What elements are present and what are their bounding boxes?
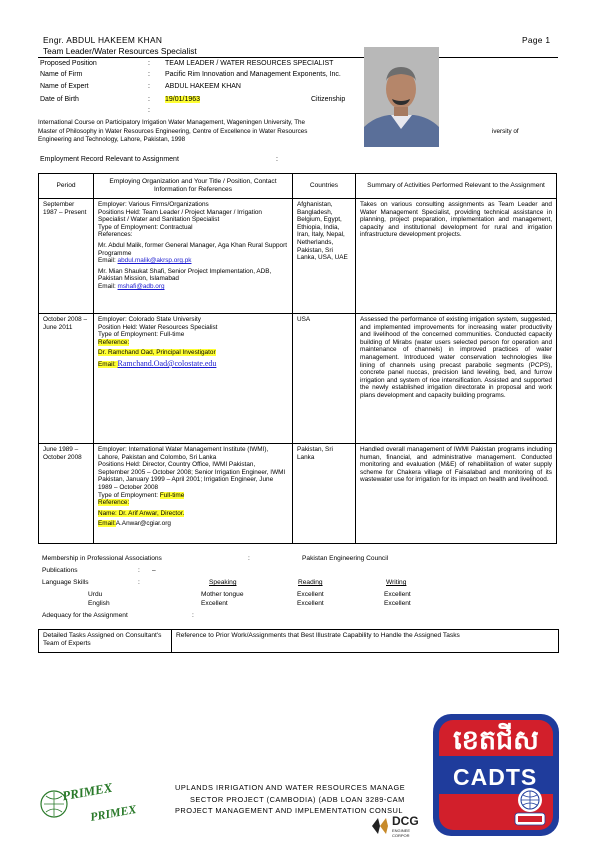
dcg-text: DCG [392, 814, 419, 828]
email-line: Email:A.Anwar@cgiar.org [98, 520, 171, 528]
employment-heading: Employment Record Relevant to Assignment [40, 156, 179, 163]
colon: : [148, 96, 150, 103]
language-name: English [88, 600, 110, 607]
speaking-value: Excellent [201, 600, 228, 607]
writing-value: Excellent [384, 591, 411, 598]
header-role: Team Leader/Water Resources Specialist [43, 46, 197, 56]
expert-label: Name of Expert [40, 83, 89, 90]
countries-cell: Afghanistan, Bangladesh, Belgium, Egypt, Ethiopia, India, Iran, Italy, Nepal, Netherlands, Pakistan, Sri Lanka, USA, UAE [293, 199, 356, 314]
speaking-value: Mother tongue [201, 591, 244, 598]
email-line: Email: abdul.malik@akrsp.org.pk [98, 257, 192, 265]
org-cell: Employer: Various Firms/Organizations Positions Held: Team Leader / Project Manager / Irrigation Specialist / Water and Sanitation Specialist Type of Employment: Contractual References: Mr. Abdul Malik, former General Manager, Aga Khan Rural Support Programme Email: abdul.malik@akrsp.org.pk Mr. Mian Shaukat Shafi, Senior Project Implementation, ADB, Pakistan Mission, Islamabad Email: mshafi@adb.org [94, 199, 293, 314]
education-line-3: Engineering and Technology, Lahore, Pakistan, 1998 [38, 136, 186, 143]
publications-label: Publications [42, 567, 78, 574]
proposed-position-value: TEAM LEADER / WATER RESOURCES SPECIALIST [165, 60, 334, 67]
email-text: A.Anwar@cgiar.org [115, 520, 171, 528]
org-cell: Employer: International Water Management Institute (IWMI), Lahore, Pakistan and Colombo, Sri Lanka Positions Held: Director, Country Office, IWMI Pakistan, September 2005 – October 2008; Senior Irrigation Engineer, IWMI Pakistan, January 1999 – April 2001; Irrigation Engineer, June 1989 – October 2008 Type of Employment: Full-time Reference: Name: Dr. Arif Anwar, Director. Email:A.Anwar@cgiar.org [94, 444, 293, 544]
education [38, 119, 558, 145]
membership-label: Membership in Professional Associations [42, 555, 162, 562]
proposed-position-label: Proposed Position [40, 60, 97, 67]
footer-line-1: UPLANDS IRRIGATION AND WATER RESOURCES MANAGE [175, 783, 406, 792]
period-cell: October 2008 – June 2011 [39, 314, 94, 444]
cadts-logo [431, 712, 561, 838]
colon: : [248, 555, 250, 562]
header-name: Engr. ABDUL HAKEEM KHAN [43, 35, 163, 45]
citizenship-label: Citizenship [311, 96, 346, 103]
publications-value: – [152, 567, 156, 574]
reading-value: Excellent [297, 600, 324, 607]
primex-text-2: PRIMEX [89, 802, 138, 824]
language-name: Urdu [88, 591, 103, 598]
cadts-text: CADTS [453, 764, 538, 790]
speaking-header: Speaking [209, 579, 237, 586]
col-org: Employing Organization and Your Title / Position, Contact Information for References [94, 174, 293, 199]
countries-cell: Pakistan, Sri Lanka [293, 444, 356, 544]
table-row [39, 314, 557, 444]
education-line-2: Master of Philosophy in Water Resources Engineering, Centre of Excellence in Water Resources iversity of [38, 127, 519, 135]
firm-row [0, 71, 595, 81]
colon: : [138, 567, 140, 574]
tasks-box [38, 629, 559, 653]
colon: : [148, 71, 150, 78]
table-header-row [39, 174, 557, 199]
tasks-right: Reference to Prior Work/Assignments that Best Illustrate Capability to Handle the Assigned Tasks [176, 632, 460, 639]
dcg-logo [370, 812, 440, 840]
summary-cell: Takes on various consulting assignments as Team Leader and Water Management Specialist, providing technical assistance in planning, project preparation, implementation and management, capacity and institutional development for rural and irrigation infrastructure development projects. [356, 199, 557, 314]
dcg-sub-2: CORPOR [392, 833, 410, 838]
primex-text-1: PRIMEX [60, 779, 114, 804]
tasks-divider [171, 630, 172, 652]
org-cell: Employer: Colorado State University Position Held: Water Resources Specialist Type of Employment: Full-time Reference: Dr. Ramchand Oad, Principal Investigator Email: Ramchand.Oad@colostate.edu [94, 314, 293, 444]
cadts-khmer-text: ខេតជីស [453, 725, 539, 755]
primex-logo [38, 776, 158, 834]
period-cell: June 1989 – October 2008 [39, 444, 94, 544]
tasks-left: Detailed Tasks Assigned on Consultant's Team of Experts [43, 632, 162, 647]
language-label: Language Skills [42, 579, 89, 586]
expert-row [0, 83, 595, 93]
adequacy-label: Adequacy for the Assignment [42, 612, 128, 619]
footer-line-2: SECTOR PROJECT (CAMBODIA) (ADB LOAN 3289-CAM [190, 795, 405, 804]
employment-table [38, 173, 557, 544]
footer-line-3: PROJECT MANAGEMENT AND IMPLEMENTATION CONSUL [175, 806, 404, 815]
colon: : [192, 612, 194, 619]
page-number: Page 1 [522, 35, 551, 45]
email-link[interactable]: Ramchand.Oad@colostate.edu [117, 358, 217, 368]
proposed-position-row [0, 60, 595, 70]
header-divider [38, 57, 558, 58]
colon: : [276, 156, 278, 163]
colon: : [148, 107, 150, 114]
colon: : [148, 83, 150, 90]
colon: : [148, 60, 150, 67]
dcg-sub-1: ENGINEE [392, 828, 411, 833]
portrait-photo [364, 47, 439, 147]
education-line-1: International Course on Participatory Irrigation Water Management, Wageningen University, The [38, 119, 306, 126]
membership-value: Pakistan Engineering Council [302, 555, 389, 562]
col-countries: Countries [293, 174, 356, 199]
email-link[interactable]: mshafi@adb.org [117, 282, 165, 290]
reading-header: Reading [298, 579, 323, 586]
reading-value: Excellent [297, 591, 324, 598]
colon: : [138, 579, 140, 586]
dob-value: 19/01/1963 [165, 96, 201, 103]
extra-colon-row [0, 107, 595, 117]
dob-row [0, 96, 595, 106]
email-link[interactable]: abdul.malik@akrsp.org.pk [117, 257, 192, 265]
summary-cell: Handled overall management of IWMI Pakistan programs including human, financial, and administrative management. Conducted monitoring and evaluation (M&E) of rehabilitation of water supply scheme for Chakera village of Faisalabad and monitoring of its wastewater use for irrigation for its impact on health and livelihood. [356, 444, 557, 544]
writing-value: Excellent [384, 600, 411, 607]
summary-cell: Assessed the performance of existing irrigation system, suggested, and implemented improvements for increasing water productivity and livelihood of the concerned communities. Conducted capacity building of Mirabs (water users selected person for operation and maintenance of channels) in improved practices of water management. Introduced water conservation technologies like lining of channels using precast parabolic segments (PCPS), concrete panel nuccas, precision land leveling, bed, and furrow irrigation and system of rice intensification. Assisted and supported the newly established irrigation directorate in proposal and work plans development and capacity building programs. [356, 314, 557, 444]
expert-value: ABDUL HAKEEM KHAN [165, 83, 241, 90]
col-period: Period [39, 174, 94, 199]
email-line: Email: mshafi@adb.org [98, 282, 165, 290]
col-summary: Summary of Activities Performed Relevant to the Assignment [356, 174, 557, 199]
table-row [39, 199, 557, 314]
writing-header: Writing [386, 579, 407, 586]
firm-label: Name of Firm [40, 71, 83, 78]
period-cell: September 1987 – Present [39, 199, 94, 314]
dob-label: Date of Birth [40, 96, 79, 103]
countries-cell: USA [293, 314, 356, 444]
table-row [39, 444, 557, 544]
email-line: Email: Ramchand.Oad@colostate.edu [98, 358, 217, 368]
firm-value: Pacific Rim Innovation and Management Exponents, Inc. [165, 71, 341, 78]
